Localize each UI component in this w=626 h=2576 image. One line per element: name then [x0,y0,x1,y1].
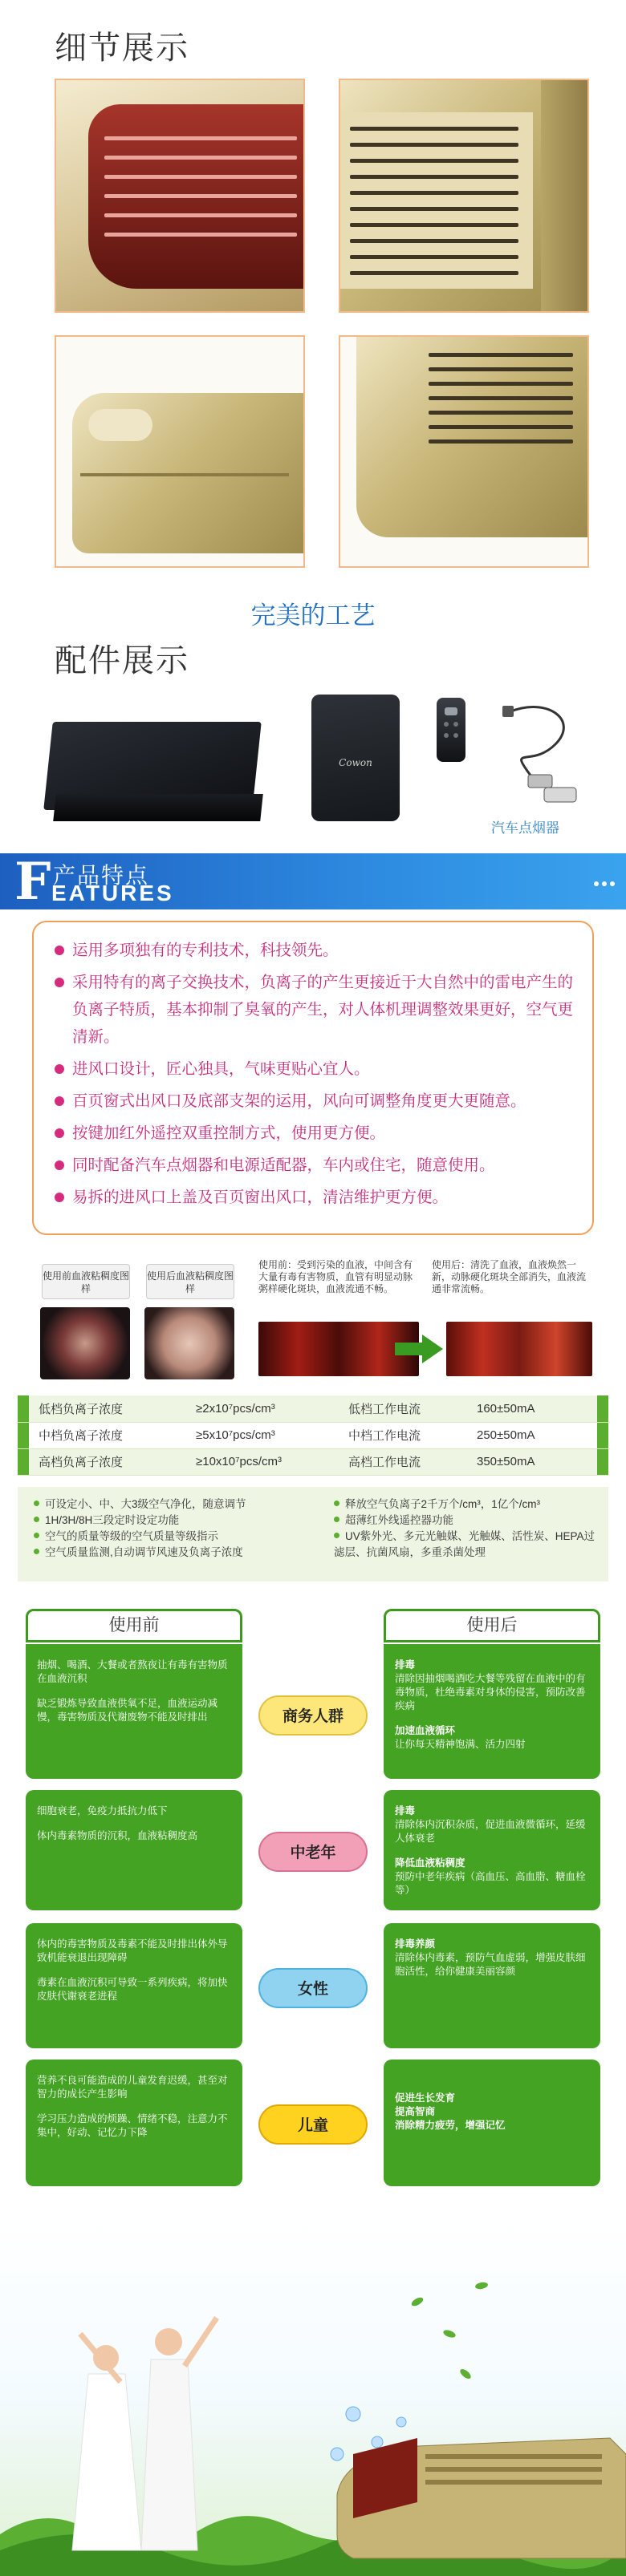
table-row: 高档负离子浓度 ≥10x10⁷pcs/cm³ 高档工作电流 350±50mA [18,1448,608,1475]
detail-photo-top-vent [339,335,589,568]
spec-item: 可设定小、中、大3级空气净化，随意调节 [34,1497,246,1513]
bullet-icon [55,1096,64,1106]
before-column-header: 使用前 [26,1609,242,1642]
detail-photo-corner [55,335,305,568]
after-column-header: 使用后 [384,1609,600,1642]
spec-list [18,1487,608,1582]
bullet-icon [55,1160,64,1170]
hero-scene [0,2213,626,2576]
table-row: 低档负离子浓度 ≥2x10⁷pcs/cm³ 低档工作电流 160±50mA [18,1395,608,1422]
group-pill-women: 女性 [258,1968,368,2008]
blood-after-label: 使用后血液粘稠度图样 [146,1264,234,1299]
bullet-icon [55,978,64,987]
accessories-title: 配件展示 [55,643,189,678]
group-pill-business: 商务人群 [258,1695,368,1736]
group-pill-elderly: 中老年 [258,1832,368,1872]
detail-photo-side-vent [339,79,589,313]
blood-before-note: 使用前：受到污染的血液，中间含有大量有毒有害物质，血管有明显动脉粥样硬化斑块，血液流通不畅。 [258,1259,413,1294]
remote-control-image [437,698,465,762]
spec-item: 释放空气负离子2千万个/cm³，1亿个/cm³ [334,1497,599,1513]
feature-item: 百页窗式出风口及底部支架的运用，风向可调整角度更大更随意。 [51,1088,581,1115]
blood-after-micrograph [144,1307,234,1379]
after-box-elderly: 排毒 清除体内沉积杂质，促进血液微循环，延缓人体衰老 降低血液粘稠度 预防中老年疾病（高血压、高血脂、糖血栓等） [384,1790,600,1910]
blood-vessel-after-image [446,1322,592,1376]
feature-item: 运用多项独有的专利技术，科技领先。 [51,937,581,964]
features-list [32,921,594,1235]
detail-photo-red-vent [55,79,305,313]
before-box-women: 体内的毒害物质及毒素不能及时排出体外导致机能衰退出现障碍 毒素在血液沉积可导致一系列疾病，将加快皮肤代谢衰老进程 [26,1923,242,2048]
bullet-icon [55,1064,64,1074]
spec-item: UV紫外光、多元光触媒、光触媒、活性炭、HEPA过滤层、抗菌风扇，多重杀菌处理 [334,1530,596,1558]
packaging-box-image [48,706,273,826]
features-banner-letter: F [14,852,51,912]
after-box-children: 促进生长发育 提高智商 消除精力疲劳，增强记忆 [384,2060,600,2186]
after-box-business: 排毒 清除因抽烟喝酒吃大餐等残留在血液中的有毒物质，杜绝毒素对身体的侵害，预防改善疾病 加速血液循环 让你每天精神饱满、活力四射 [384,1644,600,1779]
feature-item: 进风口设计，匠心独具，气味更贴心宜人。 [51,1055,581,1083]
blood-after-note: 使用后：清洗了血液，血液焕然一新，动脉硬化斑块全部消失，血液流通非常流畅。 [432,1259,587,1294]
bullet-icon [55,1128,64,1138]
hero-illustration [0,2213,626,2576]
ion-spec-table [18,1395,608,1476]
group-pill-children: 儿童 [258,2104,368,2145]
features-banner [0,852,626,912]
before-box-elderly: 细胞衰老，免疫力抵抗力低下 体内毒素物质的沉积，血液粘稠度高 [26,1790,242,1910]
blood-before-micrograph [40,1307,130,1379]
spec-item: 超薄红外线遥控器功能 [334,1513,599,1529]
before-box-business: 抽烟、喝酒、大餐或者熬夜让有毒有害物质在血液沉积 缺乏锻炼导致血液供氧不足，血液运动减慢，毒害物质及代谢废物不能及时排出 [26,1644,242,1779]
details-title: 细节展示 [55,30,189,66]
arrow-right-icon [395,1335,443,1363]
pouch-logo: Cowon [339,757,372,768]
features-banner-cn: 产品特点 [53,863,150,888]
feature-item: 采用特有的离子交换技术，负离子的产生更接近于大自然中的雷电产生的负离子特质，基本抑制了臭氧的产生，对人体机理调整效果更好，空气更清新。 [51,969,581,1051]
after-box-women: 排毒养颜 清除体内毒素，预防气血虚弱，增强皮肤细胞活性，给你健康美丽容颜 [384,1923,600,2048]
car-lighter-label: 汽车点烟器 [491,820,559,836]
bullet-icon [55,946,64,955]
features-banner-en: EATURES [51,881,174,905]
table-row: 中档负离子浓度 ≥5x10⁷pcs/cm³ 中档工作电流 250±50mA [18,1422,608,1448]
car-lighter-adapter-image [491,696,587,808]
carrying-pouch-image [311,695,400,821]
spec-item: 空气的质量等级的空气质量等级指示 [34,1529,218,1545]
banner-dots-icon [591,876,615,890]
feature-item: 易拆的进风口上盖及百页窗出风口，清洁维护更方便。 [51,1184,581,1211]
spec-item: 空气质量监测,自动调节风速及负离子浓度 [34,1545,243,1561]
details-caption: 完美的工艺 [250,601,376,630]
spec-item: 1H/3H/8H三段定时设定功能 [34,1513,179,1529]
feature-item: 按键加红外遥控双重控制方式，使用更方便。 [51,1120,581,1147]
bullet-icon [55,1193,64,1202]
blood-before-label: 使用前血液粘稠度图样 [42,1264,130,1299]
feature-item: 同时配备汽车点烟器和电源适配器，车内或住宅，随意使用。 [51,1152,581,1179]
before-box-children: 营养不良可能造成的儿童发育迟缓，甚至对智力的成长产生影响 学习压力造成的烦躁、情绪不稳，注意力不集中，好动、记忆力下降 [26,2060,242,2186]
